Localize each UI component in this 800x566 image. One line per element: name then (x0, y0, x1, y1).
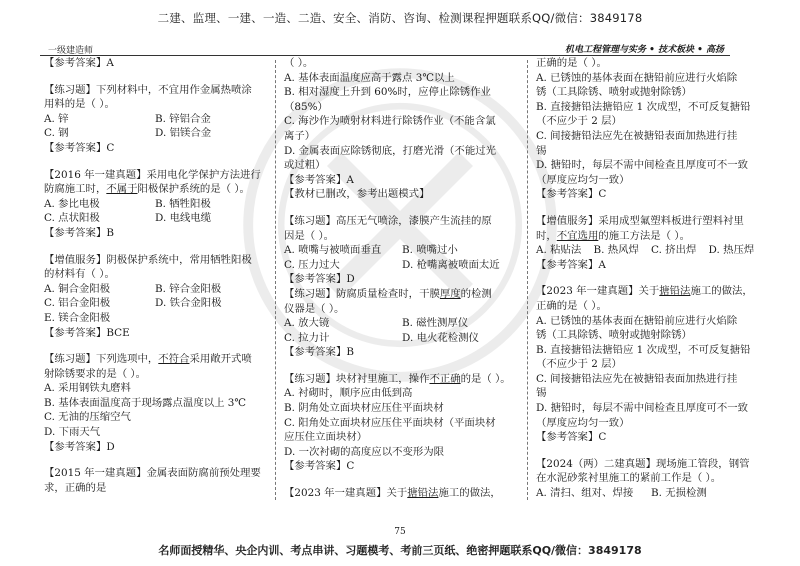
answer-line: 【参考答案】B (44, 226, 114, 239)
text-line: A. 已锈蚀的基体表面在搪铅前应进行火焰除 (536, 314, 738, 327)
emphasis-text: 不属于 (106, 183, 138, 196)
option-text: D. 电线电缆 (155, 212, 212, 225)
option-text: D. 铝镁合金 (155, 127, 212, 140)
text-line: D. 搪铅时，每层不需中间检查且厚度可不一致 (536, 159, 748, 172)
text-line: B. 阴角处立面块材应压住平面块材 (284, 402, 444, 415)
text-line: C. 阳角处立面块材应压住平面块材（平面块材 (284, 416, 496, 429)
text-line: 离子） (284, 129, 316, 142)
option-row (44, 296, 266, 311)
text-line: 【练习题】高压无气喷涂，漆膜产生流挂的原 (284, 214, 492, 227)
option-text: D. 电火花检测仪 (402, 331, 479, 344)
column-divider-right (527, 60, 528, 500)
line-text: 阳极保护系统的是（ ）。 (137, 183, 250, 196)
text-line: 因是（ ）。 (284, 229, 335, 242)
question-line (284, 372, 520, 387)
option-text: B. 磁性测厚仪 (402, 317, 469, 330)
text-line: 用料的是（ ）。 (44, 98, 115, 111)
text-line: 【增值服务】采用成型氟塑料板进行塑料衬里 (536, 214, 744, 227)
header-chapter-title: 机电工程管理与实务 • 技术板块 • 高扬 (564, 45, 724, 55)
text-line: B. 直接搪铅法搪铅应 1 次成型，不可反复搪铅 (536, 100, 751, 113)
answer-line: 【参考答案】A (284, 173, 354, 186)
spacer (44, 340, 266, 352)
answer-line: 【参考答案】C (536, 431, 607, 444)
emphasis-text: 搪铅法 (407, 487, 439, 500)
text-line: C. 间接搪铅法应先在被搪铅表面加热进行挂 (536, 372, 738, 385)
option-row (536, 243, 766, 258)
question-line (284, 486, 520, 501)
line-text: 的检测 (460, 287, 492, 300)
text-line: 的材料有（ ）。 (44, 268, 115, 281)
line-text: 防腐施工时， (44, 183, 107, 196)
question-line (44, 352, 266, 367)
answer-line: 【参考答案】A (44, 57, 114, 69)
spacer (284, 360, 520, 372)
option-text: C. 点状阳极 (44, 212, 100, 225)
answer-line: 【参考答案】D (44, 440, 115, 453)
bottom-banner: 名师面授精华、央企内训、考点串讲、习题模考、考前三页纸、绝密押题联系QQ/微信：3849178 (158, 544, 642, 557)
option-text: A. 清扫、组对、焊接 (536, 487, 634, 500)
answer-line: 【参考答案】C (536, 188, 607, 201)
option-row (44, 282, 266, 297)
option-row (284, 243, 520, 258)
option-row (44, 112, 266, 127)
question-line (44, 182, 266, 197)
line-text: 【练习题】下列选项中， (44, 353, 159, 366)
text-line: 【2016 年一建真题】采用电化学保护方法进行 (44, 168, 261, 181)
text-line: A. 采用钢铁丸磨料 (44, 382, 131, 395)
option-row (44, 211, 266, 226)
option-row (284, 331, 520, 346)
column-divider-left (275, 60, 276, 500)
answer-line: 【参考答案】C (44, 141, 115, 154)
option-row (44, 126, 266, 141)
text-line: 应压住立面块材） (284, 431, 368, 444)
text-line: E. 镁合金阳极 (44, 311, 111, 324)
text-line: （ ）。 (284, 57, 314, 69)
answer-line: 【参考答案】C (284, 460, 355, 473)
option-text: A. 铜合金阳极 (44, 282, 111, 295)
question-line (536, 284, 766, 299)
answer-line: 【参考答案】BCE (44, 326, 130, 339)
line-text: 采用敞开式喷 (189, 353, 252, 366)
text-line: 仪器是（ ）。 (284, 302, 345, 315)
emphasis-text: 不正确 (429, 372, 461, 385)
text-line: D. 搪铅时，每层不需中间检查且厚度可不一致 (536, 402, 748, 415)
emphasis-text: 不宜选用 (556, 229, 599, 242)
spacer (44, 156, 266, 168)
text-line: 【增值服务】阴极保护系统中，常用牺牲阳极 (44, 253, 252, 266)
answer-line: 【参考答案】B (284, 346, 354, 359)
line-text: 的是（ ）。 (460, 372, 511, 385)
option-text: A. 参比电极 (44, 197, 100, 210)
text-line: 射除锈要求的是（ ）。 (44, 367, 147, 380)
text-line: A. 衬砌时，顺序应由低到高 (284, 387, 413, 400)
text-line: （不应少于 2 层） (536, 115, 622, 128)
column-middle (284, 56, 520, 501)
text-line: C. 海沙作为喷射材料进行除锈作业（不能含氯 (284, 115, 496, 128)
option-text: D. 热压焊 (708, 244, 755, 257)
text-line: （85%） (284, 100, 328, 113)
option-row (284, 316, 520, 331)
question-line (284, 287, 520, 302)
line-text: 施工的做法， (438, 487, 501, 500)
text-line: （厚度应均匀一致） (536, 416, 630, 429)
text-line: 【练习题】下列材料中，不宜用作金属热喷涂 (44, 83, 252, 96)
text-line: 在水泥砂浆衬里施工的紧前工作是（ ）。 (536, 472, 722, 485)
text-line: 锈（工具除锈、喷射或抛射除锈） (536, 86, 692, 99)
option-text: B. 无损检测 (651, 487, 707, 500)
text-line: 【教材已删改，参考出题模式】 (284, 188, 430, 201)
text-line: C. 无油的压缩空气 (44, 411, 131, 424)
spacer (44, 241, 266, 253)
text-line: D. 金属表面应除锈彻底，打磨光滑（不能过光 (284, 144, 496, 157)
option-row (284, 258, 520, 273)
text-line: （不应少于 2 层） (536, 358, 622, 371)
text-line: A. 已锈蚀的基体表面在搪铅前应进行火焰除 (536, 71, 738, 84)
option-text: C. 压力过大 (284, 258, 340, 271)
text-line: 求，正确的是 (44, 481, 107, 494)
option-text: B. 牺牲阳极 (155, 197, 211, 210)
emphasis-text: 搪铅法 (659, 285, 691, 298)
spacer (44, 71, 266, 83)
text-line: A. 基体表面温度应高于露点 3℃以上 (284, 71, 455, 84)
line-text: 【2023 年一建真题】关于 (536, 285, 660, 298)
text-line: B. 相对湿度上升到 60%时，应停止除锈作业 (284, 86, 491, 99)
option-text: C. 拉力计 (284, 331, 330, 344)
emphasis-text: 厚度 (439, 287, 461, 300)
option-row (536, 486, 766, 501)
spacer (284, 474, 520, 486)
line-text: 时， (536, 229, 557, 242)
text-line: C. 间接搪铅法应先在被搪铅表面加热进行挂 (536, 129, 738, 142)
option-text: B. 热风焊 (593, 244, 639, 257)
option-text: C. 铝合金阳极 (44, 297, 111, 310)
line-text: 【练习题】块材衬里施工，操作 (284, 372, 430, 385)
option-text: B. 锌铝合金 (155, 112, 211, 125)
spacer (536, 272, 766, 284)
header-book-title: 一级建造师 (48, 46, 94, 56)
text-line: （厚度应均匀一致） (536, 173, 630, 186)
spacer (536, 202, 766, 214)
text-line: D. 一次衬砌的高度应以不变形为限 (284, 445, 445, 458)
option-text: B. 锌合金阳极 (155, 282, 222, 295)
text-line: B. 基体表面温度高于现场露点温度以上 3℃ (44, 396, 247, 409)
text-line: 【2015 年一建真题】金属表面防腐前预处理要 (44, 467, 261, 480)
column-right (536, 56, 766, 501)
question-line (536, 229, 766, 244)
text-line: 锡 (536, 144, 547, 157)
column-left (44, 56, 266, 495)
text-line: 正确的是（ ）。 (536, 299, 607, 312)
text-line: 锈（工具除锈、喷射或抛射除锈） (536, 329, 692, 342)
option-text: B. 喷嘴过小 (402, 244, 458, 257)
page-number: 75 (394, 527, 406, 537)
option-text: A. 锌 (44, 112, 69, 125)
text-line: 正确的是（ ）。 (536, 57, 607, 69)
answer-line: 【参考答案】D (284, 273, 355, 286)
option-text: A. 放大镜 (284, 317, 330, 330)
option-text: A. 粘贴法 (536, 244, 582, 257)
option-text: A. 喷嘴与被喷面垂直 (284, 244, 382, 257)
answer-line: 【参考答案】A (536, 258, 606, 271)
emphasis-text: 不符合 (158, 353, 190, 366)
line-text: 【2023 年一建真题】关于 (284, 487, 408, 500)
line-text: 的施工方法是（ ）。 (598, 229, 690, 242)
spacer (536, 445, 766, 457)
text-line: D. 下雨天气 (44, 426, 101, 439)
text-line: 或过粗） (284, 159, 326, 172)
text-line: 锡 (536, 387, 547, 400)
option-row (44, 197, 266, 212)
option-text: C. 挤出焊 (651, 244, 697, 257)
spacer (284, 202, 520, 214)
spacer (44, 454, 266, 466)
text-line: B. 直接搪铅法搪铅应 1 次成型，不可反复搪铅 (536, 343, 751, 356)
text-line: 【2024（两）二建真题】现场施工管段，钢管 (536, 457, 750, 470)
top-banner: 二建、监理、一建、一造、二造、安全、消防、咨询、检测课程押题联系QQ/微信：3849178 (157, 11, 643, 25)
line-text: 【练习题】防腐质量检查时，干膜 (284, 287, 440, 300)
option-text: D. 铁合金阳极 (155, 297, 222, 310)
option-text: D. 枪嘴离被喷面太近 (402, 258, 500, 271)
option-text: C. 钢 (44, 127, 69, 140)
line-text: 施工的做法， (690, 285, 753, 298)
